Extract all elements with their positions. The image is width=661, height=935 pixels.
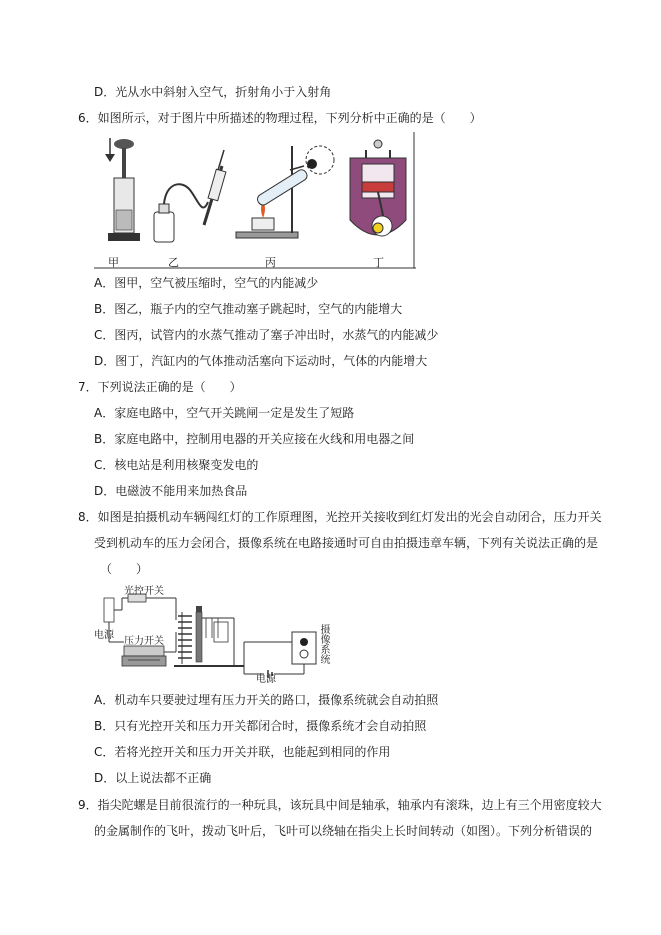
question-7-option-a: A．家庭电路中，空气开关跳闸一定是发生了短路: [94, 406, 355, 420]
test-tube-drawing: [236, 146, 334, 238]
question-7-option-c: C．核电站是利用核聚变发电的: [94, 458, 259, 472]
question-8-stem-line2: 受到机动车的压力会闭合，摄像系统在电路接通时可自由拍摄违章车辆，下列有关说法正确的是: [94, 536, 599, 550]
question-8-option-c: C．若将光控开关和压力开关并联，也能起到相同的作用: [94, 745, 391, 759]
question-8-option-b: B．只有光控开关和压力开关都闭合时，摄像系统才会自动拍照: [94, 719, 427, 733]
figure-label-jia: 甲: [108, 256, 119, 269]
question-6-option-a: A．图甲，空气被压缩时，空气的内能减少: [94, 276, 319, 290]
label-power-2: 电源: [256, 674, 276, 685]
engine-cylinder-drawing: [350, 140, 406, 236]
question-6-stem: 6．如图所示，对于图片中所描述的物理过程，下列分析中正确的是（ ）: [78, 111, 482, 125]
figure-label-yi: 乙: [168, 256, 179, 269]
label-pressure-switch: 压力开关: [124, 636, 164, 647]
question-7-stem: 7．下列说法正确的是（ ）: [78, 380, 242, 394]
question-8-stem-line3: （ ）: [100, 562, 149, 576]
question-6-option-b: B．图乙，瓶子内的空气推动塞子跳起时，空气的内能增大: [94, 302, 403, 316]
question-7-option-b: B．家庭电路中，控制用电器的开关应接在火线和用电器之间: [94, 432, 415, 446]
question-8-circuit-figure: [94, 582, 329, 685]
figure-label-bing: 丙: [265, 256, 276, 269]
figure-label-ding: 丁: [373, 256, 384, 269]
question-9-line2: 的金属制作的飞叶，拨动飞叶后，飞叶可以绕轴在指尖上长时间转动（如图）。下列分析错误的: [94, 824, 593, 838]
question-6-option-d: D．图丁，汽缸内的气体推动活塞向下运动时，气体的内能增大: [94, 354, 428, 368]
question-5-option-d: D．光从水中斜射入空气，折射角小于入射角: [94, 85, 332, 99]
question-7-option-d: D．电磁波不能用来加热食品: [94, 484, 248, 498]
question-8-option-a: A．机动车只要驶过埋有压力开关的路口，摄像系统就会自动拍照: [94, 693, 439, 707]
question-9-line1: 9．指尖陀螺是目前很流行的一种玩具，该玩具中间是轴承，轴承内有滚珠，边上有三个用密度较大: [78, 798, 602, 812]
bottle-drawing: [154, 150, 226, 242]
question-8-stem-line1: 8．如图是拍摄机动车辆闯红灯的工作原理图，光控开关接收到红灯发出的光会自动闭合，压力开关: [78, 510, 602, 524]
label-power-1: 电源: [94, 630, 114, 641]
label-light-switch: 光控开关: [124, 586, 164, 597]
question-6-figure: [94, 130, 416, 270]
label-camera-system: 摄像系统: [318, 624, 329, 664]
question-6-option-c: C．图丙，试管内的水蒸气推动了塞子冲出时，水蒸气的内能减少: [94, 328, 439, 342]
pump-drawing: [105, 138, 140, 241]
question-8-option-d: D．以上说法都不正确: [94, 771, 212, 785]
